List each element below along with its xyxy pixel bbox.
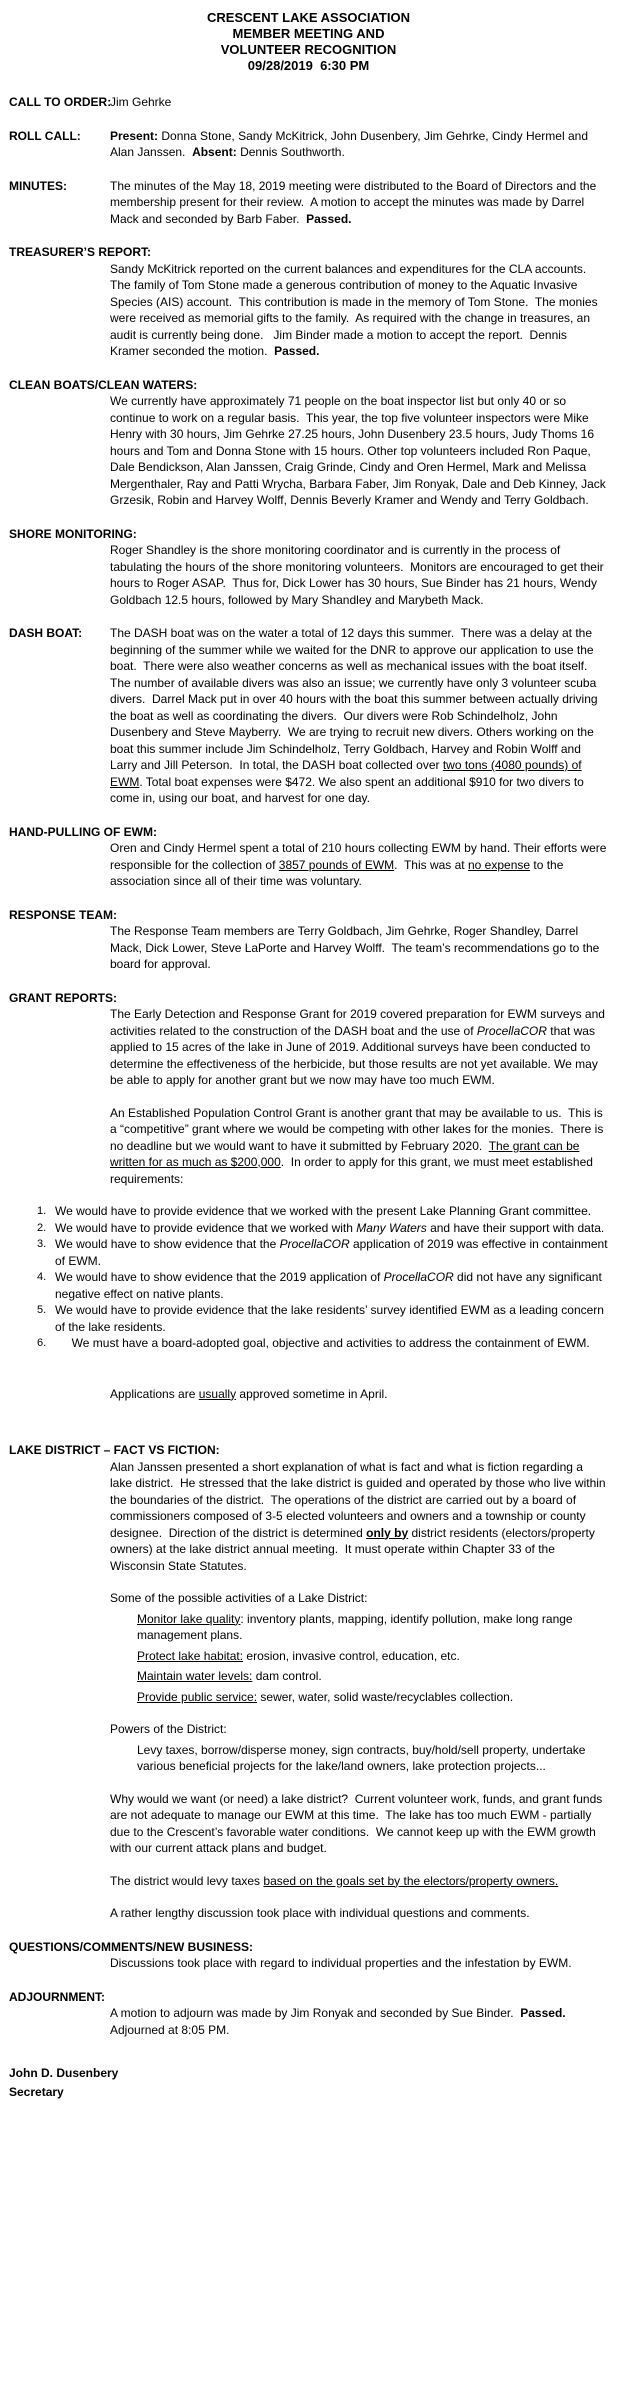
- paragraph: [137, 1648, 603, 1665]
- section-clean-boats: [9, 377, 608, 509]
- text-run: no expense: [467, 857, 531, 872]
- text-run: dam control.: [252, 1669, 322, 1683]
- section-body: [9, 542, 608, 608]
- list-item: [37, 1335, 608, 1352]
- text-run: Oren and Cindy Hermel spent a total of 210 hours collecting EWM by hand. Their efforts were responsible for the collection of: [110, 841, 607, 872]
- section-treasurers-report: [9, 244, 608, 360]
- paragraph: [110, 542, 608, 608]
- text-run: We would have to provide evidence that we worked with: [55, 1220, 357, 1235]
- section-body: [9, 1459, 608, 1922]
- section-response-team: [9, 907, 608, 973]
- text-run: ProcellaCOR: [476, 1023, 547, 1038]
- list-item-text: [55, 1236, 608, 1269]
- section-body: [9, 2005, 608, 2038]
- text-run: that was applied to 15 acres of the lake in June of 2019. Additional surveys have been conducted to determine the effectiveness of the herbicide, but those results are not yet available. We may be able to apply for another grant but we now may have too much EWM.: [110, 1023, 598, 1087]
- sections: [9, 94, 608, 2038]
- text-run: approved sometime in April.: [236, 1386, 388, 1401]
- text-run: to the association since all of their time was voluntary.: [110, 857, 564, 888]
- section-body: [9, 261, 608, 360]
- text-run: An Established Population Control Grant is another grant that may be available to us. This is a “competitive” grant where we would be competing with other lakes for the monies. There is no deadline but we would want to have it submitted by February 2020.: [110, 1105, 604, 1153]
- section-body: [9, 1955, 608, 1972]
- text-run: The minutes of the May 18, 2019 meeting were distributed to the Board of Directors and the membership present for their review. A motion to accept the minutes was made by Darrel Mack and seconded by Barb Faber.: [110, 178, 597, 226]
- section-body: [9, 840, 608, 890]
- text-run: Donna Stone, Sandy McKitrick, John Dusenbery, Jim Gehrke, Cindy Hermel and Alan Janssen.: [110, 128, 588, 159]
- paragraph: [110, 1905, 608, 1922]
- section-label: HAND-PULLING OF EWM:: [9, 824, 157, 839]
- paragraph: [137, 1668, 603, 1685]
- section-label: GRANT REPORTS:: [9, 990, 117, 1005]
- text-run: . Total boat expenses were $472. We also spent an additional $910 for two divers to come in, using our boat, and harvest for one day.: [110, 774, 584, 805]
- paragraph: [110, 840, 608, 890]
- title-line-3: VOLUNTEER RECOGNITION: [220, 42, 397, 57]
- section-body: [9, 625, 608, 807]
- text-run: ProcellaCOR: [383, 1270, 454, 1284]
- text-run: only by: [366, 1525, 409, 1540]
- paragraph: [110, 1105, 608, 1188]
- text-run: and have their support with data.: [426, 1220, 605, 1235]
- paragraph: [137, 1689, 603, 1706]
- text-run: The grant can be written for as much as $200,000: [110, 1138, 580, 1169]
- text-run: Passed.: [520, 2006, 566, 2020]
- text-run: usually: [198, 1386, 237, 1401]
- text-run: district residents (electors/property owners) at the lake district annual meeting. It must operate within Chapter 33 of the Wisconsin State Statutes.: [110, 1525, 595, 1573]
- text-run: The district would levy taxes: [110, 1873, 264, 1888]
- list-item: [37, 1203, 608, 1220]
- paragraph: [110, 2005, 608, 2038]
- section-label: CLEAN BOATS/CLEAN WATERS:: [9, 377, 198, 392]
- signature-block: [9, 2064, 608, 2102]
- text-run: Passed.: [274, 344, 320, 358]
- text-run: sewer, water, solid waste/recyclables collection.: [257, 1689, 514, 1704]
- paragraph: [110, 261, 608, 360]
- title-line-4: 09/28/2019 6:30 PM: [247, 58, 370, 73]
- text-run: based on the goals set by the electors/property owners.: [263, 1873, 559, 1888]
- section-label: MINUTES:: [9, 178, 67, 193]
- section-call-to-order: [9, 94, 608, 111]
- text-run: A motion to adjourn was made by Jim Ronyak and seconded by Sue Binder.: [110, 2006, 521, 2020]
- text-run: Jim Gehrke: [110, 95, 172, 109]
- title-line-1: CRESCENT LAKE ASSOCIATION: [207, 10, 410, 25]
- section-dash-boat: [9, 625, 608, 807]
- text-run: . This was at: [394, 857, 468, 872]
- paragraph: [110, 1590, 608, 1607]
- section-label: ADJOURNMENT:: [9, 1989, 105, 2004]
- section-label: CALL TO ORDER:: [9, 95, 112, 109]
- title-line-2: MEMBER MEETING AND: [232, 26, 385, 41]
- list-item-text: [55, 1302, 608, 1335]
- list-item: [37, 1269, 608, 1302]
- list-item-text: [55, 1220, 608, 1237]
- text-run: ProcellaCOR: [279, 1237, 350, 1251]
- section-body: [9, 923, 608, 973]
- text-run: Maintain water levels:: [137, 1669, 253, 1683]
- section-adjournment: [9, 1989, 608, 2039]
- text-run: Some of the possible activities of a Lake District:: [110, 1591, 368, 1605]
- text-run: Present:: [110, 128, 159, 143]
- paragraph: [110, 1721, 608, 1738]
- text-run: We would have to show evidence that the: [55, 1237, 280, 1251]
- section-hand-pulling: [9, 824, 608, 890]
- section-label: SHORE MONITORING:: [9, 526, 137, 541]
- list-number: 2.: [37, 1221, 47, 1234]
- section-label: RESPONSE TEAM:: [9, 907, 118, 922]
- text-run: Why would we want (or need) a lake district? Current volunteer work, funds, and grant funds are not adequate to manage our EWM at this time. The lake has too much EWM - partially due to the Crescent’s favorable water conditions. We cannot keep up with the EWM growth with our current attack plans and budget.: [110, 1791, 603, 1855]
- text-run: Protect lake habitat:: [137, 1648, 244, 1663]
- paragraph: [110, 1955, 608, 1972]
- section-minutes: [9, 178, 608, 228]
- text-run: Levy taxes, borrow/disperse money, sign contracts, buy/hold/sell property, undertake various beneficial projects for the lake/land owners, lake protection projects...: [137, 1742, 586, 1773]
- text-run: Dennis Southworth.: [236, 145, 345, 159]
- paragraph: [110, 178, 608, 228]
- text-run: We must have a board-adopted goal, objective and activities to address the containment of EWM.: [55, 1336, 590, 1350]
- list-item-text: [55, 1269, 608, 1302]
- section-roll-call: [9, 128, 608, 161]
- section-questions: [9, 1939, 608, 1972]
- text-run: application of 2019 was effective in containment of EWM.: [55, 1237, 608, 1268]
- text-run: The DASH boat was on the water a total of 12 days this summer. There was a delay at the beginning of the summer while we waited for the DNR to approve our application to use the boat. There were also weather concerns as well as mechanical issues with the boat itself. The number of available divers was also an issue; we currently have only 3 volunteer scuba divers. Darrel Mack put in over 40 hours with the boat this summer between actually driving the boat as well as coordinating the divers. Our divers were Rob Schindelholz, John Dusenbery and Steve Mayberry. We are trying to recruit new divers. Others working on the boat this summer include Jim Schindelholz, Terry Goldbach, Harvey and Robin Wolff and Larry and Jill Peterson. In total, the DASH boat collected over: [110, 626, 598, 772]
- paragraph: [110, 1386, 608, 1403]
- list-number: 4.: [37, 1271, 47, 1283]
- paragraph: [110, 625, 608, 807]
- text-run: did not have any significant negative effect on native plants.: [55, 1270, 602, 1301]
- section-label: DASH BOAT:: [9, 626, 83, 640]
- text-run: Provide public service:: [137, 1689, 258, 1704]
- text-run: Absent:: [192, 145, 237, 159]
- list-item: [37, 1302, 608, 1335]
- section-grant-reports: [9, 990, 608, 1403]
- text-run: . In order to apply for this grant, we must meet established requirements:: [110, 1155, 593, 1186]
- list-item: [37, 1220, 608, 1237]
- section-body: [9, 1006, 608, 1402]
- section-label: QUESTIONS/COMMENTS/NEW BUSINESS:: [9, 1939, 254, 1954]
- text-run: Many Waters: [356, 1220, 427, 1235]
- text-run: Roger Shandley is the shore monitoring coordinator and is currently in the process of tabulating the hours of the shore monitoring volunteers. Monitors are encouraged to get their hours to Roger ASAP. Thus for, Dick Lower has 30 hours, Sue Binder has 21 hours, Wendy Goldbach 12.5 hours, followed by Mary Shandley and Marybeth Mack.: [110, 543, 604, 607]
- section-body: [9, 128, 608, 161]
- text-run: A rather lengthy discussion took place with individual questions and comments.: [110, 1906, 530, 1920]
- paragraph-group: [9, 1721, 608, 1775]
- paragraph: [110, 94, 608, 111]
- paragraph: [110, 1006, 608, 1089]
- list-number: 5.: [37, 1304, 47, 1316]
- signature-role: Secretary: [9, 2085, 64, 2099]
- text-run: Discussions took place with regard to individual properties and the infestation by EWM.: [110, 1956, 572, 1970]
- numbered-list: [37, 1203, 608, 1352]
- section-lake-district: [9, 1442, 608, 1922]
- paragraph: [110, 128, 608, 161]
- list-item: [37, 1236, 608, 1269]
- paragraph: [137, 1742, 603, 1775]
- paragraph-group: [9, 1590, 608, 1705]
- text-run: Passed.: [306, 211, 352, 226]
- section-shore-monitoring: [9, 526, 608, 609]
- list-number: 3.: [37, 1238, 47, 1250]
- text-run: Alan Janssen presented a short explanation of what is fact and what is fiction regarding a lake district. He stressed that the lake district is guided and operated by those who live within the boundaries of the district. The operations of the district are carried out by a board of commissioners composed of 3-5 elected volunteers and owners and a township or county designee. Direction of the district is determined: [110, 1459, 606, 1540]
- text-run: We would have to provide evidence that we worked with the present Lake Planning Grant committee.: [55, 1204, 592, 1218]
- text-run: two tons (4080 pounds) of EWM: [110, 758, 582, 789]
- document-title: [9, 10, 608, 74]
- list-item-text: [55, 1335, 608, 1352]
- text-run: 3857 pounds of EWM: [278, 857, 395, 872]
- section-body: [9, 178, 608, 228]
- list-number: 6.: [37, 1337, 47, 1349]
- text-run: Applications are: [110, 1386, 199, 1401]
- list-item-text: [55, 1203, 608, 1220]
- list-number: 1.: [37, 1205, 47, 1217]
- text-run: Adjourned at 8:05 PM.: [110, 2006, 569, 2037]
- paragraph: [110, 1873, 608, 1890]
- text-run: We would have to show evidence that the 2019 application of: [55, 1270, 384, 1284]
- section-body: [9, 393, 608, 509]
- section-label: TREASURER’S REPORT:: [9, 245, 152, 259]
- paragraph: [110, 1791, 608, 1857]
- section-label: ROLL CALL:: [9, 128, 81, 143]
- text-run: erosion, invasive control, education, etc.: [243, 1648, 460, 1663]
- text-run: The Early Detection and Response Grant for 2019 covered preparation for EWM surveys and activities related to the construction of the DASH boat and the use of: [110, 1007, 605, 1038]
- text-run: We currently have approximately 71 people on the boat inspector list but only 40 or so continue to work on a regular basis. This year, the top five volunteer inspectors were Mike Henry with 30 hours, Jim Gehrke 27.25 hours, John Dusenbery 23.5 hours, Judy Thoms 16 hours and Tom and Donna Stone with 15 hours. Other top volunteers included Ron Paque, Dale Bendickson, Alan Janssen, Craig Grinde, Cindy and Oren Hermel, Mark and Melissa Mergenthaler, Ray and Patti Wrycha, Barbara Faber, Jim Ronyak, Dale and Deb Kinney, Jack Grzesik, Robin and Harvey Wolff, Dennis Beverly Kramer and Wendy and Terry Goldbach.: [110, 394, 606, 507]
- text-run: Powers of the District:: [110, 1722, 227, 1736]
- text-run: : inventory plants, mapping, identify pollution, make long range management plans.: [137, 1611, 573, 1642]
- signature-name: John D. Dusenbery: [9, 2066, 119, 2080]
- paragraph: [110, 923, 608, 973]
- paragraph: [137, 1611, 603, 1644]
- paragraph: [110, 393, 608, 509]
- text-run: We would have to provide evidence that the lake residents’ survey identified EWM as a leading concern of the lake residents.: [55, 1303, 604, 1334]
- text-run: Monitor lake quality: [137, 1611, 241, 1626]
- text-run: Sandy McKitrick reported on the current balances and expenditures for the CLA accounts. The family of Tom Stone made a generous contribution of money to the Aquatic Invasive Species (AIS) account. This contribution is made in the memory of Tom Stone. The monies were received as memorial gifts to the family. As required with the change in treasures, an audit is currently being done. Jim Binder made a motion to accept the report. Dennis Kramer seconded the motion.: [110, 261, 598, 358]
- section-label: LAKE DISTRICT – FACT VS FICTION:: [9, 1443, 220, 1457]
- paragraph: [110, 1459, 608, 1575]
- text-run: The Response Team members are Terry Goldbach, Jim Gehrke, Roger Shandley, Darrel Mack, Dick Lower, Steve LaPorte and Harvey Wolff. The team’s recommendations go to the board for approval.: [110, 924, 600, 971]
